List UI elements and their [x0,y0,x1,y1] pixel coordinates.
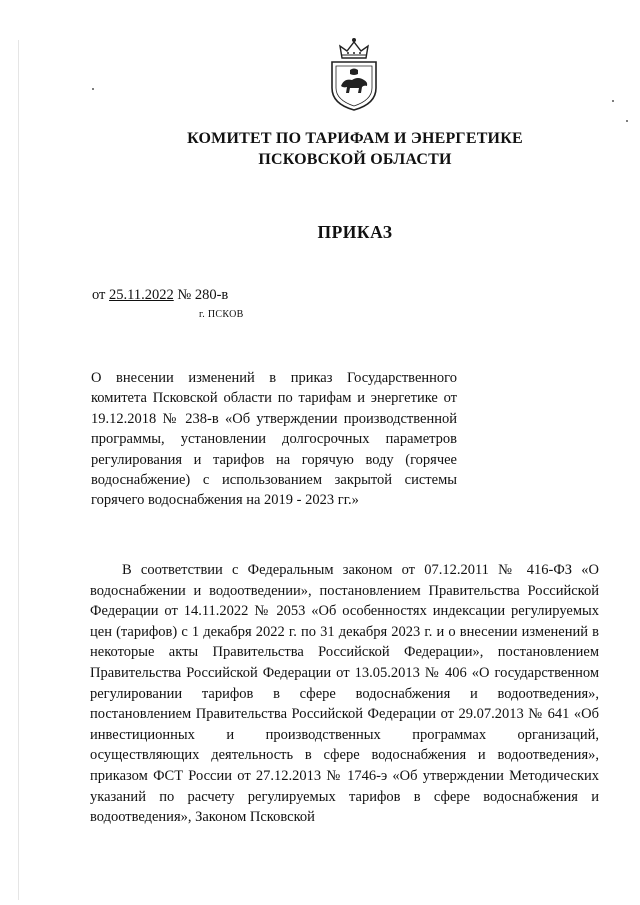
order-number: № 280-в [173,287,229,303]
order-subject [91,368,457,511]
organization-name [150,128,560,170]
organization-name-line1: КОМИТЕТ ПО ТАРИФАМ И ЭНЕРГЕТИКЕ [187,130,523,147]
scan-edge-line [18,40,19,900]
order-city: г. ПСКОВ [199,309,244,320]
scan-speck [626,120,628,122]
coat-of-arms-icon [328,36,380,112]
scan-speck [92,88,94,90]
order-date-prefix: от [92,287,110,303]
order-date-line [92,287,228,304]
order-body-paragraph: В соответствии с Федеральным законом от 07.12.2011 № 416-ФЗ «О водоснабжении и водоотведении», постановлением Правительства Российской Федерации от 14.11.2022 № 2053 «Об особенностях индексации регулируемых цен (тарифов) с 1 декабря 2022 г. по 31 декабря 2023 г. и о внесении изменений в некоторые акты Правительства Российской Федерации», постановлением Правительства Российской Федерации от 13.05.2013 № 406 «О государственном регулировании тарифов в сфере водоснабжения и водоотведения», постановлением Правительства Российской Федерации от 29.07.2013 № 641 «Об инвестиционных и производственных программах организаций, осуществляющих деятельность в сфере водоснабжения и водоотведения», приказом ФСТ России от 27.12.2013 № 1746-э «Об утверждении Методических указаний по расчету регулируемых тарифов в сфере водоснабжения и водоотведения», Законом Псковской [90,562,599,826]
order-subject-text: О внесении изменений в приказ Государственного комитета Псковской области по тарифам и энергетике от 19.12.2018 № 238-в «Об утверждении производственной программы, установлении долгосрочных параметров регулирования и тарифов на горячую воду (горячее водоснабжение) с использованием закрытой системы горячего водоснабжения на 2019 - 2023 гг.» [91,370,457,509]
order-date: 25.11.2022 [109,287,174,303]
scan-speck [612,100,614,102]
order-body [90,560,599,828]
document-type-title: ПРИКАЗ [317,222,393,242]
organization-name-line2: ПСКОВСКОЙ ОБЛАСТИ [258,151,452,168]
